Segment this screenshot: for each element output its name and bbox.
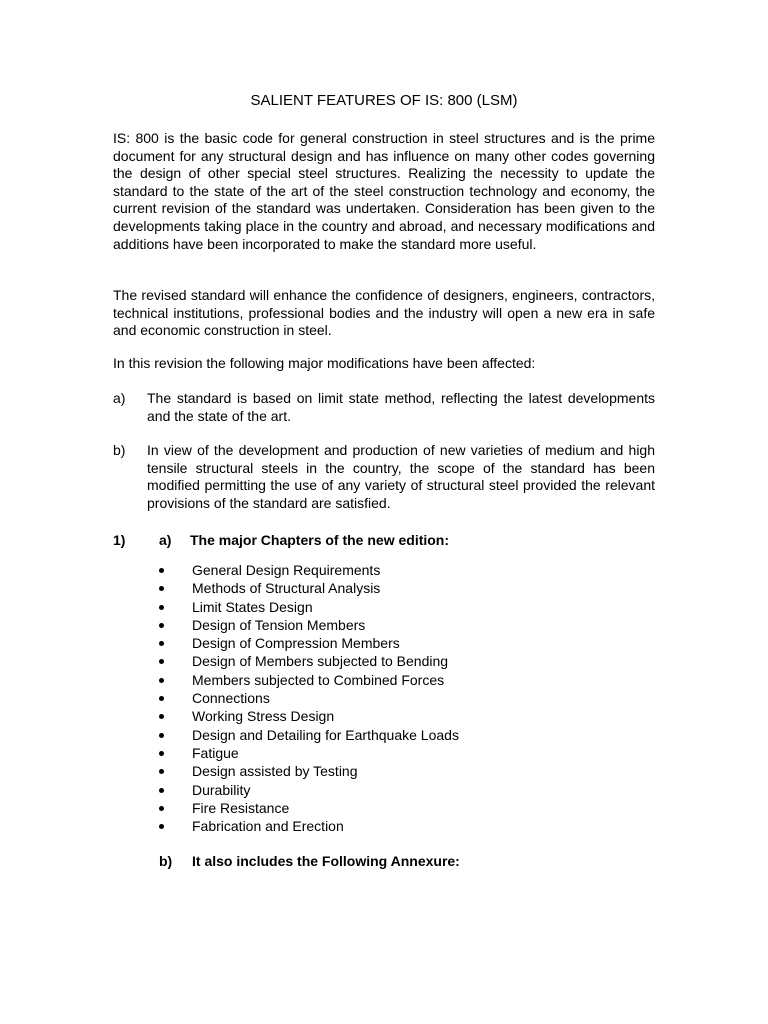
bullet-icon xyxy=(159,659,164,664)
modification-item-b xyxy=(113,442,655,512)
bullet-icon xyxy=(159,678,164,683)
bullet-icon xyxy=(159,568,164,573)
document-page: SALIENT FEATURES OF IS: 800 (LSM) IS: 800 is the basic code for general construction in steel structures and is the prime document for any structural design and has influence on many other codes governing the design of other special steel structures. Realizing the necessity to update the standard to the state of the art of the steel construction technology and economy, the current revision of the standard was undertaken. Consideration has been given to the developments taking place in the country and abroad, and necessary modifications and additions have been incorporated to make the standard more useful. The revised standard will enhance the confidence of designers, engineers, contractors, technical institutions, professional bodies and the industry will open a new era in safe and economic construction in steel. In this revision the following major modifications have been affected: a) The standard is based on limit state method, reflecting the latest developments and the state of the art. b) In view of the development and production of new varieties of medium and high tensile structural steels in the country, the scope of the standard has been modified permitting the use of any variety of structural steel provided the relevant provisions of the standard are satisfied. 1) a) The major Chapters of the new edition: General Design Requirements Methods of Structural Analysis Limit States Design Design of Tension Members Design of Compression Members Design of Members subjected to Bending Members subjected to Combined Forces Connections Working Stress Design Design and Detailing for Earthquake Loads Fatigue Design assisted by Testing Durability Fire Resistance Fabrication and Erection b) It also includes the Following Annexure: xyxy=(0,0,768,1024)
bullet-icon xyxy=(159,641,164,646)
document-title: SALIENT FEATURES OF IS: 800 (LSM) xyxy=(250,92,518,109)
subsection-a-label: a) xyxy=(159,532,172,548)
subsection-b-label: b) xyxy=(159,853,173,869)
modification-item-a xyxy=(113,390,655,425)
bullet-icon xyxy=(159,824,164,829)
subsection-b-heading: It also includes the Following Annexure: xyxy=(192,853,460,869)
bullet-icon xyxy=(159,605,164,610)
bullet-icon xyxy=(159,733,164,738)
bullet-icon xyxy=(159,788,164,793)
intro-paragraph: IS: 800 is the basic code for general construction in steel structures and is the prime document for any structural design and has influence on many other codes governing the design of other special steel structures. Realizing the necessity to update the standard to the state of the art of the steel construction technology and economy, the current revision of the standard was undertaken. Consideration has been given to the developments taking place in the country and abroad, and necessary modifications and additions have been incorporated to make the standard more useful. xyxy=(113,130,655,252)
modification-text: The standard is based on limit state method, reflecting the latest developments and the state of the art. xyxy=(147,390,655,424)
bullet-icon xyxy=(159,586,164,591)
confidence-paragraph: The revised standard will enhance the confidence of designers, engineers, contractors, technical institutions, professional bodies and the industry will open a new era in safe and economic construction in steel. xyxy=(113,287,655,339)
bullet-icon xyxy=(159,623,164,628)
modification-label: b) xyxy=(113,442,126,458)
bullet-icon xyxy=(159,769,164,774)
subsection-a-heading: The major Chapters of the new edition: xyxy=(190,532,450,548)
bullet-icon xyxy=(159,714,164,719)
bullet-icon xyxy=(159,806,164,811)
section-number: 1) xyxy=(113,532,126,548)
bullet-icon xyxy=(159,751,164,756)
modifications-intro: In this revision the following major modifications have been affected: xyxy=(113,355,536,371)
modification-label: a) xyxy=(113,390,126,406)
modification-text: In view of the development and production of new varieties of medium and high tensile structural steels in the country, the scope of the standard has been modified permitting the use of any variety of structural steel provided the relevant provisions of the standard are satisfied. xyxy=(147,442,655,511)
bullet-icon xyxy=(159,696,164,701)
